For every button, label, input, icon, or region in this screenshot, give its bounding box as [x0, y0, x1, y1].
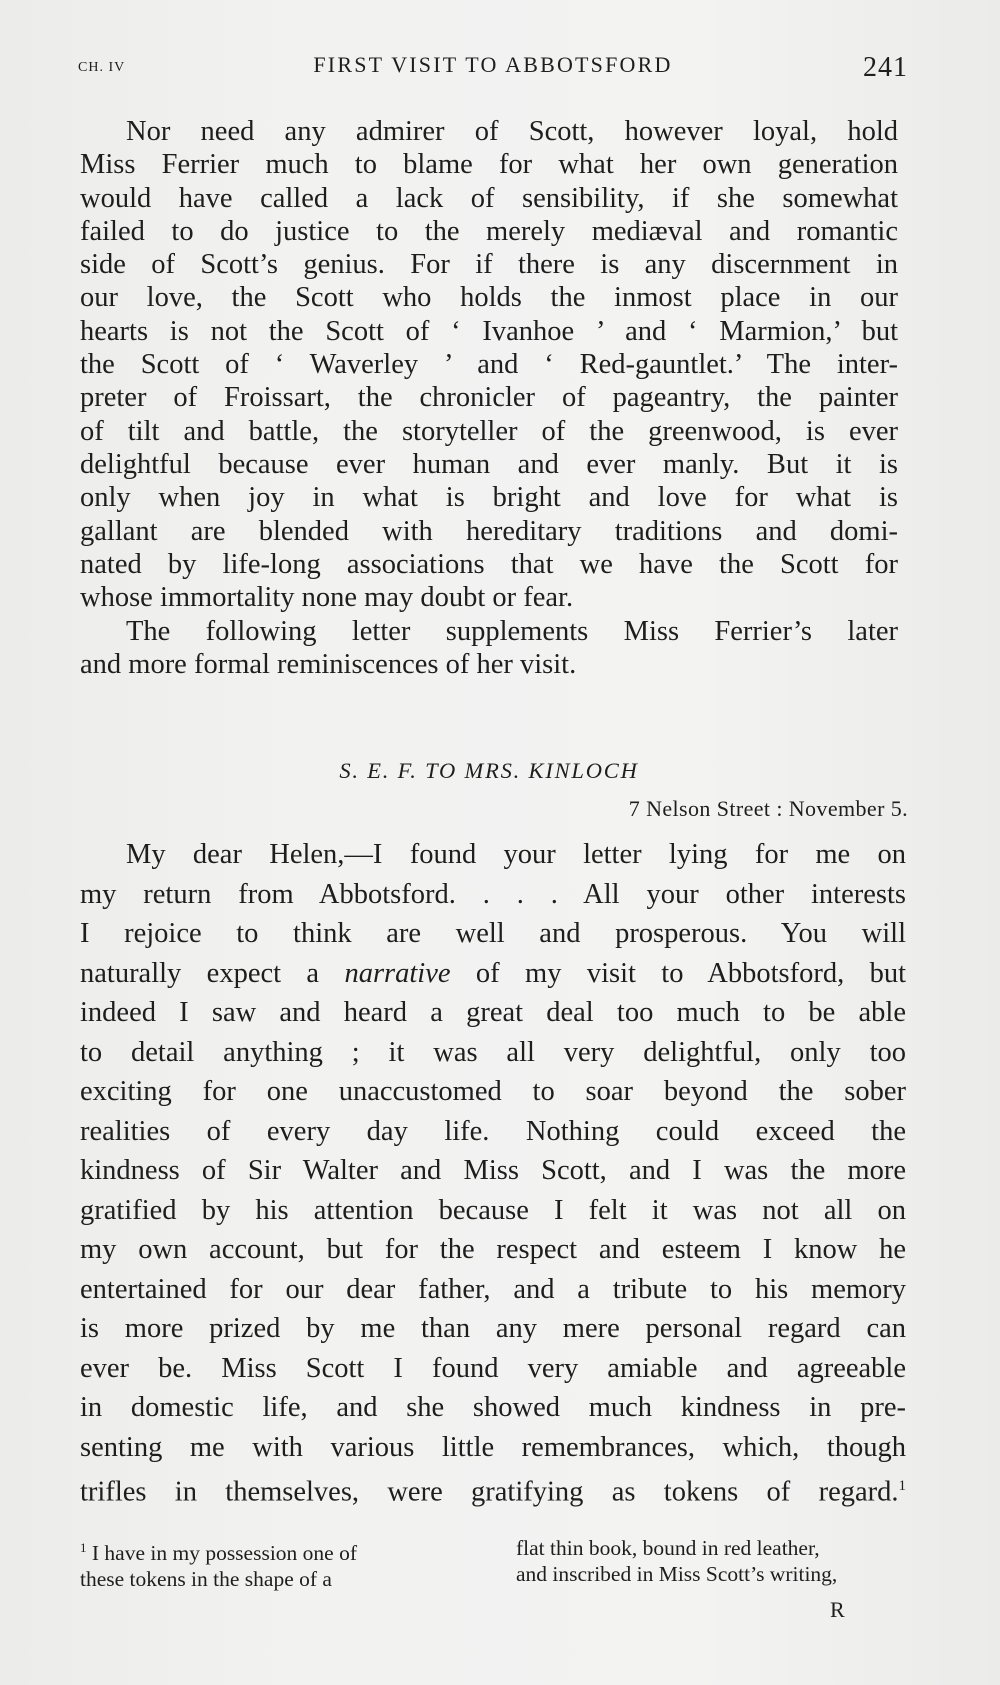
text-line: to detail anything ; it was all very delightful, only too: [80, 1036, 906, 1068]
footnote-line: flat thin book, bound in red leather,: [516, 1536, 820, 1560]
text-line: our love, the Scott who holds the inmost place in our: [80, 282, 898, 314]
text-line: delightful because ever human and ever manly. But it is: [80, 448, 898, 480]
emphasis-narrative: narrative: [344, 957, 451, 989]
text-segment: trifles in themselves, were gratifying as tokens of regard.: [80, 1476, 899, 1508]
text-line: and more formal reminiscences of her visit.: [80, 649, 577, 681]
text-line: in domestic life, and she showed much kindness in pre-: [80, 1392, 906, 1423]
text-line: senting me with various little remembrances, which, though: [80, 1431, 906, 1463]
text-line: realities of every day life. Nothing could exceed the: [80, 1115, 906, 1147]
text-line: preter of Froissart, the chronicler of pageantry, the painter: [80, 382, 898, 414]
letter-heading: S. E. F. TO MRS. KINLOCH: [339, 758, 639, 783]
chapter-label: CH. IV: [78, 60, 126, 75]
paragraph-letter-intro: [80, 615, 898, 682]
text-line: gratified by his attention because I felt it was not all on: [80, 1194, 906, 1226]
page-number: 241: [863, 52, 908, 83]
text-line: exciting for one unaccustomed to soar beyond the sober: [80, 1076, 906, 1107]
footnote-line: [80, 1535, 480, 1566]
text-line: gallant are blended with hereditary traditions and domi-: [80, 515, 898, 547]
text-line: entertained for our dear father, and a tribute to his memory: [80, 1273, 906, 1305]
text-line: only when joy in what is bright and love for what is: [80, 482, 898, 514]
text-line: is more prized by me than any mere personal regard can: [80, 1313, 906, 1344]
text-line: indeed I saw and heard a great deal too much to be able: [80, 997, 906, 1028]
text-line: whose immortality none may doubt or fear.: [80, 582, 574, 614]
footnote-column-left: [80, 1535, 480, 1592]
text-line: Nor need any admirer of Scott, however loyal, hold: [126, 116, 898, 147]
running-head: [78, 52, 908, 92]
letter-dateline: 7 Nelson Street : November 5.: [628, 796, 908, 821]
footnote-line: these tokens in the shape of a: [80, 1567, 332, 1592]
footnote-text: I have in my possession one of: [91, 1541, 358, 1566]
text-line: kindness of Sir Walter and Miss Scott, and I was the more: [80, 1155, 906, 1186]
text-line: would have called a lack of sensibility, if she somewhat: [80, 182, 898, 214]
letter-body: [80, 835, 906, 1512]
paragraph-scott-discernment: [80, 115, 898, 614]
text-line: the Scott of ‘ Waverley ’ and ‘ Red-gauntlet.’ The inter-: [80, 349, 898, 381]
text-line: The following letter supplements Miss Ferrier’s later: [126, 616, 898, 647]
footnote-column-right: [516, 1535, 908, 1587]
running-title: FIRST VISIT TO ABBOTSFORD: [313, 52, 673, 77]
text-segment: of my visit to Abbotsford, but: [450, 957, 907, 989]
text-line: My dear Helen,—I found your letter lying for me on: [126, 839, 906, 870]
text-line-with-note-ref: [80, 1467, 906, 1512]
footnote-line: and inscribed in Miss Scott’s writing,: [516, 1562, 838, 1586]
text-line: side of Scott’s genius. For if there is any discernment in: [80, 249, 898, 281]
footnote-reference: 1: [898, 1478, 906, 1494]
text-line: nated by life-long associations that we have the Scott for: [80, 548, 898, 580]
text-line: failed to do justice to the merely mediæval and romantic: [80, 215, 898, 247]
text-line: ever be. Miss Scott I found very amiable and agreeable: [80, 1352, 906, 1384]
signature-mark: R: [830, 1597, 845, 1622]
footnote-marker: 1: [80, 1540, 87, 1555]
text-line-with-emphasis: [80, 954, 906, 994]
text-line: hearts is not the Scott of ‘ Ivanhoe ’ and ‘ Marmion,’ but: [80, 315, 898, 347]
text-line: my own account, but for the respect and esteem I know he: [80, 1234, 906, 1265]
text-line: my return from Abbotsford. . . . All your other interests: [80, 878, 906, 910]
text-line: I rejoice to think are well and prosperous. You will: [80, 918, 906, 949]
text-line: of tilt and battle, the storyteller of the greenwood, is ever: [80, 415, 898, 447]
text-segment: naturally expect a: [80, 957, 345, 989]
text-line: Miss Ferrier much to blame for what her own generation: [80, 149, 898, 181]
